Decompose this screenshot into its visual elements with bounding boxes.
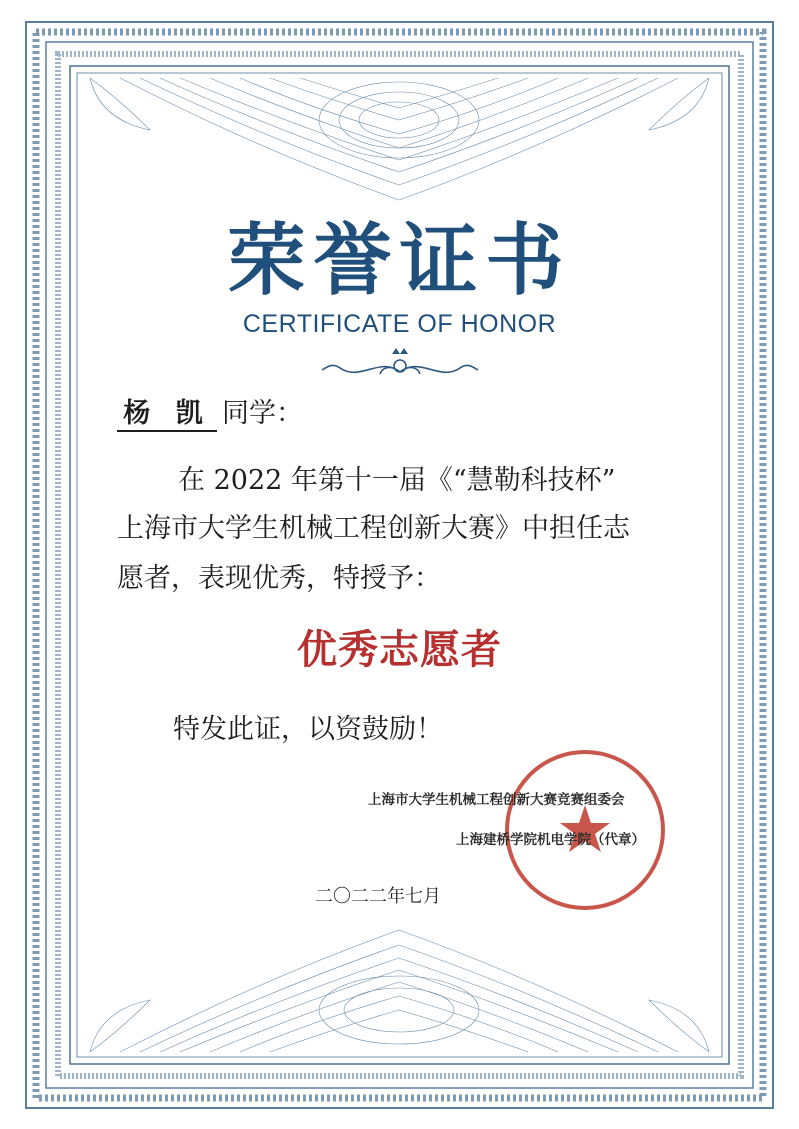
- certificate-title-en: CERTIFICATE OF HONOR: [242, 310, 557, 338]
- issuer-line-1: 上海市大学生机械工程创新大赛竞赛组委会: [368, 792, 625, 808]
- issuer-line-2: 上海建桥学院机电学院（代章）: [456, 832, 645, 848]
- top-guilloche-rosette: [90, 78, 709, 200]
- title-ornament: [320, 342, 480, 386]
- award-title: 优秀志愿者: [297, 627, 502, 673]
- salutation: 同学：: [222, 398, 303, 429]
- issue-date: 二〇二二年七月: [315, 886, 441, 907]
- recipient-name: 杨 凯: [117, 398, 217, 432]
- closing-statement: 特发此证，以资鼓励！: [173, 714, 443, 745]
- body-line-2: 上海市大学生机械工程创新大赛》中担任志: [117, 513, 630, 544]
- certificate-title-cn: 荣誉证书: [227, 216, 572, 306]
- body-line-1: 在 2022 年第十一届《“慧勒科技杯”: [178, 465, 616, 496]
- body-line-3: 愿者，表现优秀，特授予：: [117, 563, 441, 594]
- bottom-guilloche-rosette: [90, 930, 709, 1052]
